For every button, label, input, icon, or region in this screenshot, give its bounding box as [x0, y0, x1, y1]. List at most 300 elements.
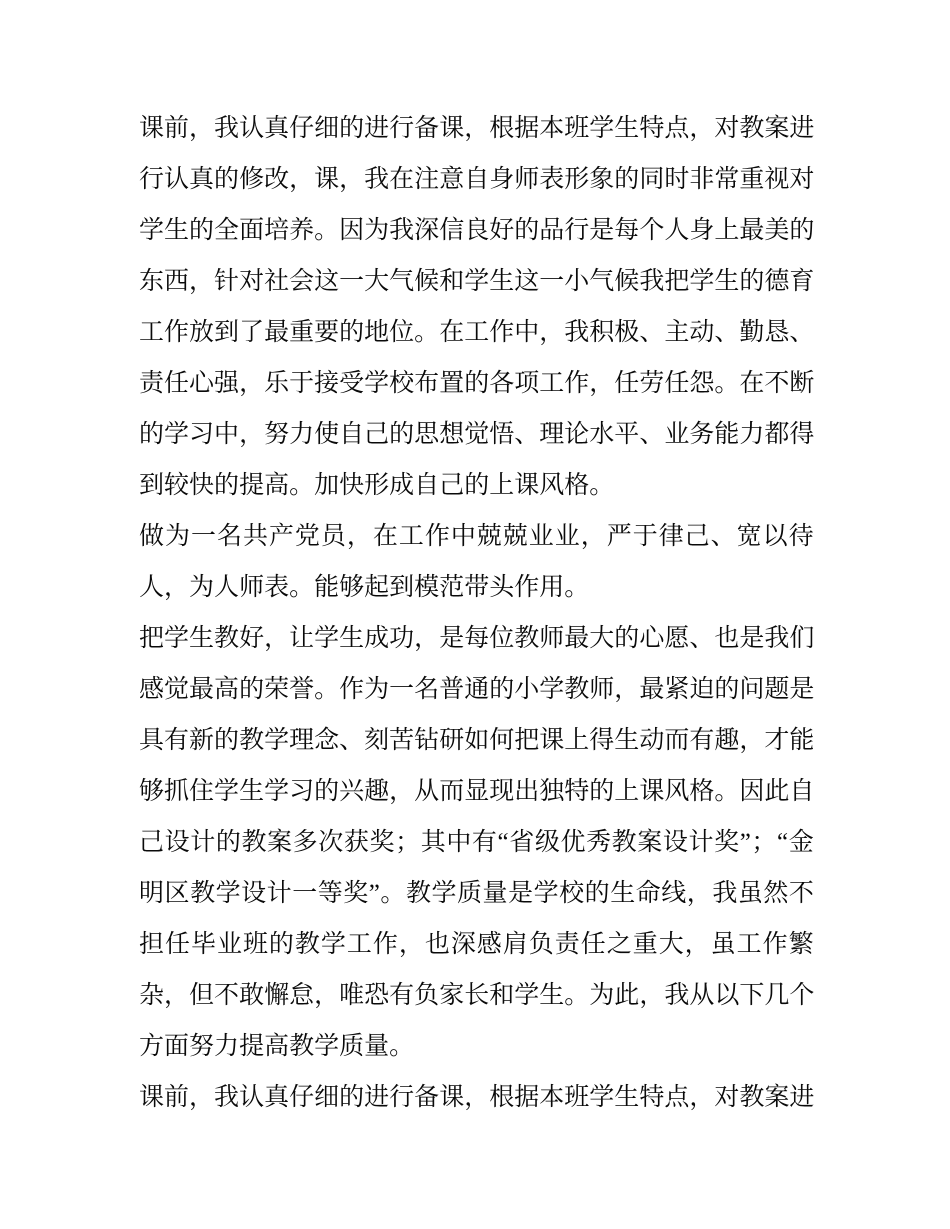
char: 任	[164, 931, 190, 958]
char: 会	[289, 268, 315, 295]
char: 不	[764, 370, 790, 397]
char: 高	[264, 472, 290, 499]
char: 也	[714, 625, 740, 652]
char: 怨	[689, 370, 715, 397]
char: 的	[739, 268, 765, 295]
char: 是	[789, 676, 815, 703]
char: 个	[639, 217, 665, 244]
char: 培	[264, 217, 290, 244]
char: 的	[339, 319, 365, 346]
char: ，	[264, 625, 290, 652]
char: 悟	[489, 421, 515, 448]
char: 兢	[476, 523, 502, 550]
char: 才	[764, 727, 790, 754]
char: 教	[739, 1084, 765, 1111]
char: 对	[714, 115, 740, 142]
char: 。	[414, 319, 440, 346]
char: 课	[139, 115, 165, 142]
char: 真	[264, 1084, 290, 1111]
char: 东	[139, 268, 165, 295]
char: 生	[239, 778, 265, 805]
char: 线	[661, 880, 687, 907]
char: 大	[658, 931, 684, 958]
text-line	[139, 817, 814, 868]
char: 理	[539, 421, 565, 448]
char: 社	[264, 268, 290, 295]
char: 责	[554, 931, 580, 958]
char: 仔	[289, 115, 315, 142]
char: 案	[764, 1084, 790, 1111]
char: ，	[589, 370, 615, 397]
char: 加	[314, 472, 340, 499]
char: 把	[664, 268, 690, 295]
char: 风	[664, 778, 690, 805]
char: 美	[764, 217, 790, 244]
char: 新	[189, 727, 215, 754]
char: 以	[714, 982, 740, 1009]
char: 努	[189, 1033, 215, 1060]
char: 到	[139, 472, 165, 499]
char: 作	[564, 370, 590, 397]
char: 西	[164, 268, 190, 295]
char: 设	[164, 829, 190, 856]
char: 生	[614, 1084, 640, 1111]
char: 风	[539, 472, 565, 499]
char: 师	[589, 676, 615, 703]
char: 最	[264, 319, 290, 346]
char: ；	[395, 829, 421, 856]
char: 量	[482, 880, 508, 907]
char: ，	[689, 1084, 715, 1111]
char: 常	[714, 166, 740, 193]
char: 认	[239, 115, 265, 142]
char: 多	[292, 829, 318, 856]
char: 师	[239, 574, 265, 601]
char: 案	[267, 829, 293, 856]
char: 的	[139, 421, 165, 448]
char: 。	[564, 574, 590, 601]
char: 上	[714, 217, 740, 244]
text-line	[139, 919, 814, 970]
char: 学	[314, 625, 340, 652]
char: 认	[164, 166, 190, 193]
char: 行	[139, 166, 165, 193]
char: 学	[139, 217, 165, 244]
char: ，	[189, 268, 215, 295]
char: 的	[268, 931, 294, 958]
char: 严	[606, 523, 632, 550]
char: 深	[414, 217, 440, 244]
char: 的	[189, 217, 215, 244]
char: 对	[714, 1084, 740, 1111]
char: 通	[464, 676, 490, 703]
char: 作	[514, 574, 540, 601]
char: 其	[420, 829, 446, 856]
char: 作	[762, 931, 788, 958]
char: 生	[189, 625, 215, 652]
char: 因	[739, 778, 765, 805]
char: 计	[190, 829, 216, 856]
char: ，	[239, 421, 265, 448]
char: 高	[214, 676, 240, 703]
char: 、	[689, 625, 715, 652]
char: 共	[242, 523, 268, 550]
char: ，	[339, 166, 365, 193]
char: 重	[289, 319, 315, 346]
char: 的	[464, 370, 490, 397]
char: 作	[489, 319, 515, 346]
char: 、	[639, 421, 665, 448]
char: 思	[414, 421, 440, 448]
char: 个	[789, 982, 815, 1009]
char: 的	[214, 166, 240, 193]
text-line	[139, 409, 814, 460]
char: 研	[439, 727, 465, 754]
char: 非	[689, 166, 715, 193]
char: ，	[464, 115, 490, 142]
char: 点	[664, 115, 690, 142]
char: 力	[739, 421, 765, 448]
char: 德	[764, 268, 790, 295]
char: 论	[564, 421, 590, 448]
char: 做	[139, 523, 165, 550]
char: 重	[632, 931, 658, 958]
char: 设	[241, 880, 267, 907]
char: 力	[289, 421, 315, 448]
char: ，	[614, 676, 640, 703]
char: 课	[439, 1084, 465, 1111]
char: 根	[489, 115, 515, 142]
char: 小	[514, 676, 540, 703]
char: 的	[584, 880, 610, 907]
char: 想	[439, 421, 465, 448]
char: 有	[471, 829, 497, 856]
char: 奖	[714, 829, 740, 856]
char: 重	[739, 166, 765, 193]
char: 最	[564, 625, 590, 652]
char: ，	[189, 115, 215, 142]
char: 工	[139, 319, 165, 346]
char: 工	[736, 931, 762, 958]
char: 努	[264, 421, 290, 448]
char: 同	[639, 166, 665, 193]
char: 到	[389, 574, 415, 601]
char: 教	[190, 880, 216, 907]
char: 上	[564, 727, 590, 754]
char: 中	[450, 523, 476, 550]
char: 中	[446, 829, 472, 856]
char: 学	[431, 880, 457, 907]
char: 每	[464, 625, 490, 652]
char: 问	[739, 676, 765, 703]
char: 修	[239, 166, 265, 193]
text-line	[139, 154, 814, 205]
char: 任	[664, 370, 690, 397]
char: 的	[714, 676, 740, 703]
char: ，	[689, 115, 715, 142]
char: 兴	[339, 778, 365, 805]
char: 愿	[664, 625, 690, 652]
char: 肩	[502, 931, 528, 958]
char: 大	[589, 625, 615, 652]
char: 趣	[364, 778, 390, 805]
paragraph	[139, 1072, 814, 1123]
char: 钻	[414, 727, 440, 754]
char: 动	[639, 727, 665, 754]
char: 感	[476, 931, 502, 958]
char: 备	[414, 115, 440, 142]
char: 把	[139, 625, 165, 652]
char: 质	[339, 1033, 365, 1060]
char: 级	[534, 829, 560, 856]
char: 行	[564, 217, 590, 244]
char: 不	[214, 982, 240, 1009]
char: 教	[239, 727, 265, 754]
char: 表	[539, 166, 565, 193]
char: 心	[639, 625, 665, 652]
char: 本	[539, 1084, 565, 1111]
char: 独	[539, 778, 565, 805]
char: 到	[214, 319, 240, 346]
char: 水	[589, 421, 615, 448]
char: 生	[610, 880, 636, 907]
char: 我	[712, 880, 738, 907]
char: 己	[364, 421, 390, 448]
char: 本	[539, 115, 565, 142]
char: 明	[139, 880, 165, 907]
char: 品	[539, 217, 565, 244]
char: 此	[614, 982, 640, 1009]
char: 。	[714, 778, 740, 805]
char: 如	[464, 727, 490, 754]
char: 备	[414, 1084, 440, 1111]
text-line	[139, 613, 814, 664]
char: 质	[457, 880, 483, 907]
char: 的	[614, 166, 640, 193]
char: 具	[139, 727, 165, 754]
char: “	[777, 829, 789, 856]
char: 意	[439, 166, 465, 193]
char: 务	[689, 421, 715, 448]
char: 任	[580, 931, 606, 958]
char: 中	[514, 319, 540, 346]
char: 负	[528, 931, 554, 958]
char: ，	[686, 880, 712, 907]
char: ，	[239, 370, 265, 397]
char: 气	[389, 268, 415, 295]
char: 位	[389, 319, 415, 346]
char: 名	[414, 676, 440, 703]
char: 之	[606, 931, 632, 958]
char: 学	[164, 421, 190, 448]
char: 对	[239, 268, 265, 295]
char: 教	[214, 625, 240, 652]
char: 自	[789, 778, 815, 805]
char: 们	[789, 625, 815, 652]
char: 接	[314, 370, 340, 397]
char: 的	[215, 829, 241, 856]
char: 据	[514, 1084, 540, 1111]
char: 生	[164, 217, 190, 244]
char: 象	[589, 166, 615, 193]
char: 候	[614, 268, 640, 295]
char: 以	[762, 523, 788, 550]
char: 行	[389, 115, 415, 142]
char: 课	[639, 778, 665, 805]
char: 何	[489, 727, 515, 754]
text-line	[139, 511, 814, 562]
char: 习	[289, 778, 315, 805]
char: 责	[139, 370, 165, 397]
char: 是	[589, 217, 615, 244]
char: 而	[439, 778, 465, 805]
char: 教	[241, 829, 267, 856]
char: 快	[339, 472, 365, 499]
char: 认	[239, 1084, 265, 1111]
char: 和	[489, 982, 515, 1009]
char: ”	[739, 829, 751, 856]
char: 范	[439, 574, 465, 601]
text-line	[139, 562, 814, 613]
char: 一	[292, 880, 318, 907]
text-line	[139, 103, 814, 154]
char: 学	[314, 1033, 340, 1060]
char: 秀	[586, 829, 612, 856]
char: 己	[139, 829, 165, 856]
char: 产	[268, 523, 294, 550]
char: 进	[364, 1084, 390, 1111]
char: 党	[294, 523, 320, 550]
char: 恐	[364, 982, 390, 1009]
char: 的	[464, 472, 490, 499]
char: 抓	[164, 778, 190, 805]
char: 敢	[239, 982, 265, 1009]
char: 得	[789, 421, 815, 448]
char: 有	[689, 727, 715, 754]
char: ，	[639, 982, 665, 1009]
char: 紧	[664, 676, 690, 703]
char: 让	[289, 625, 315, 652]
char: 特	[564, 778, 590, 805]
char: 校	[389, 370, 415, 397]
char: 学	[214, 778, 240, 805]
char: 量	[364, 1033, 390, 1060]
char: 住	[189, 778, 215, 805]
char: 念	[314, 727, 340, 754]
char: 上	[614, 778, 640, 805]
char: 学	[364, 370, 390, 397]
char: 教	[739, 115, 765, 142]
char: 形	[564, 166, 590, 193]
char: 信	[439, 217, 465, 244]
char: 计	[688, 829, 714, 856]
char: 据	[514, 115, 540, 142]
paragraph	[139, 103, 814, 511]
char: 细	[314, 115, 340, 142]
char: 大	[364, 268, 390, 295]
char: 于	[289, 370, 315, 397]
char: 虽	[737, 880, 763, 907]
char: 此	[764, 778, 790, 805]
char: 作	[372, 931, 398, 958]
char: 断	[789, 370, 815, 397]
char: 。	[314, 217, 340, 244]
char: 为	[189, 574, 215, 601]
char: 为	[364, 676, 390, 703]
char: 布	[414, 370, 440, 397]
char: 。	[289, 472, 315, 499]
char: 。	[314, 676, 340, 703]
char: 是	[739, 625, 765, 652]
char: 己	[684, 523, 710, 550]
char: 课	[514, 472, 540, 499]
char: 和	[439, 268, 465, 295]
char: 优	[560, 829, 586, 856]
char: 自	[464, 166, 490, 193]
char: 班	[242, 931, 268, 958]
char: 学	[164, 625, 190, 652]
char: 命	[635, 880, 661, 907]
char: 我	[764, 625, 790, 652]
char: 荣	[264, 676, 290, 703]
char: 这	[314, 268, 340, 295]
char: 、	[514, 421, 540, 448]
char: 高	[264, 1033, 290, 1060]
char: 学	[533, 880, 559, 907]
char: 业	[528, 523, 554, 550]
char: 作	[424, 523, 450, 550]
char: 担	[139, 931, 165, 958]
char: 积	[589, 319, 615, 346]
char: 我	[664, 982, 690, 1009]
char: 良	[464, 217, 490, 244]
char: 区	[164, 880, 190, 907]
char: 点	[664, 1084, 690, 1111]
char: 班	[564, 115, 590, 142]
char: 身	[489, 166, 515, 193]
char: 的	[339, 115, 365, 142]
char: 教	[564, 676, 590, 703]
char: 根	[489, 1084, 515, 1111]
char: 乐	[264, 370, 290, 397]
char: 出	[514, 778, 540, 805]
char: 细	[314, 1084, 340, 1111]
text-line	[139, 205, 814, 256]
char: 业	[664, 421, 690, 448]
char: 是	[439, 625, 465, 652]
char: 生	[489, 268, 515, 295]
char: 作	[339, 676, 365, 703]
char: 一	[339, 268, 365, 295]
char: 下	[739, 982, 765, 1009]
char: 置	[439, 370, 465, 397]
char: 。	[289, 574, 315, 601]
char: 好	[489, 217, 515, 244]
char: 我	[564, 319, 590, 346]
char: 自	[414, 472, 440, 499]
char: 成	[389, 472, 415, 499]
char: 苦	[389, 727, 415, 754]
char: 一	[190, 523, 216, 550]
char: 头	[489, 574, 515, 601]
char: 、	[789, 319, 815, 346]
char: 主	[664, 319, 690, 346]
char: 生	[714, 268, 740, 295]
char: 最	[189, 676, 215, 703]
char: 强	[214, 370, 240, 397]
char: 作	[164, 319, 190, 346]
text-line	[139, 460, 814, 511]
